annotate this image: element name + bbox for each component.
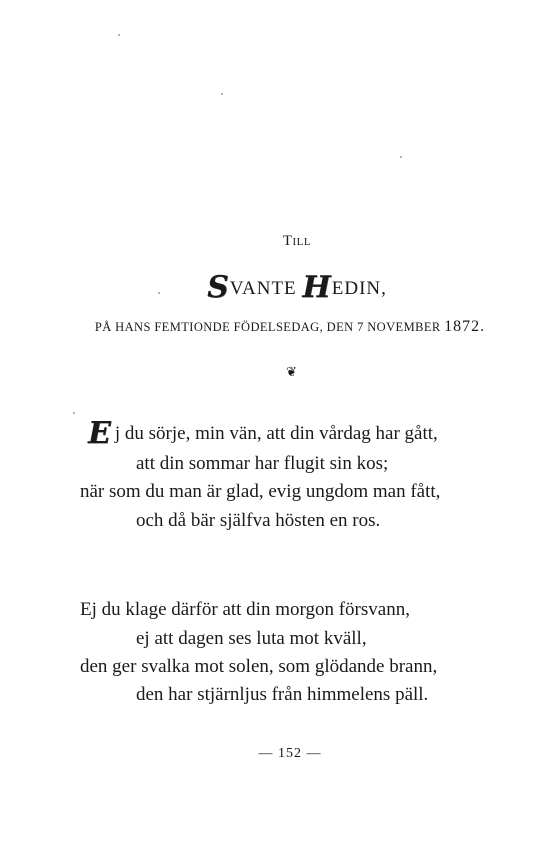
stanza-1-line-1-text: j du sörje, min vän, att din vårdag har gått, [114, 423, 438, 444]
scan-speck [73, 412, 75, 414]
dedication-year: 1872. [444, 318, 486, 335]
heading-to: Till [282, 233, 312, 249]
stanza-1-line-3: när som du man är glad, evig ungdom man fått, [80, 481, 441, 502]
page-number: — 152 — [258, 746, 322, 761]
stanza-1-line-4: och då bär själfva hösten en ros. [136, 510, 381, 531]
stanza-1-line-2: att din sommar har flugit sin kos; [136, 453, 389, 474]
stanza-2-line-2: ej att dagen ses luta mot kväll, [136, 628, 367, 649]
scan-speck [400, 156, 402, 158]
scan-speck [118, 34, 120, 36]
stanza-2-line-4: den har stjärnljus från himmelens päll. [136, 684, 429, 705]
decorative-initial-e: E [88, 416, 111, 451]
decorative-initial-h: H [302, 270, 332, 305]
dedication-line [0, 318, 560, 336]
name-last-rest: EDIN, [331, 278, 387, 299]
dedication-text: PÅ HANS FEMTIONDE FÖDELSEDAG, DEN 7 NOVEMBER [94, 320, 441, 334]
scan-speck [221, 93, 223, 95]
stanza-2-line-3: den ger svalka mot solen, som glödande brann, [80, 656, 438, 677]
fleuron-ornament-icon: ❦ [286, 365, 297, 380]
heading-name [0, 270, 560, 305]
stanza-2-line-1: Ej du klage därför att din morgon försvann, [80, 599, 410, 620]
decorative-initial-s: S [207, 270, 230, 305]
name-first-rest: VANTE [229, 278, 297, 299]
stanza-1-line-1 [88, 416, 438, 451]
